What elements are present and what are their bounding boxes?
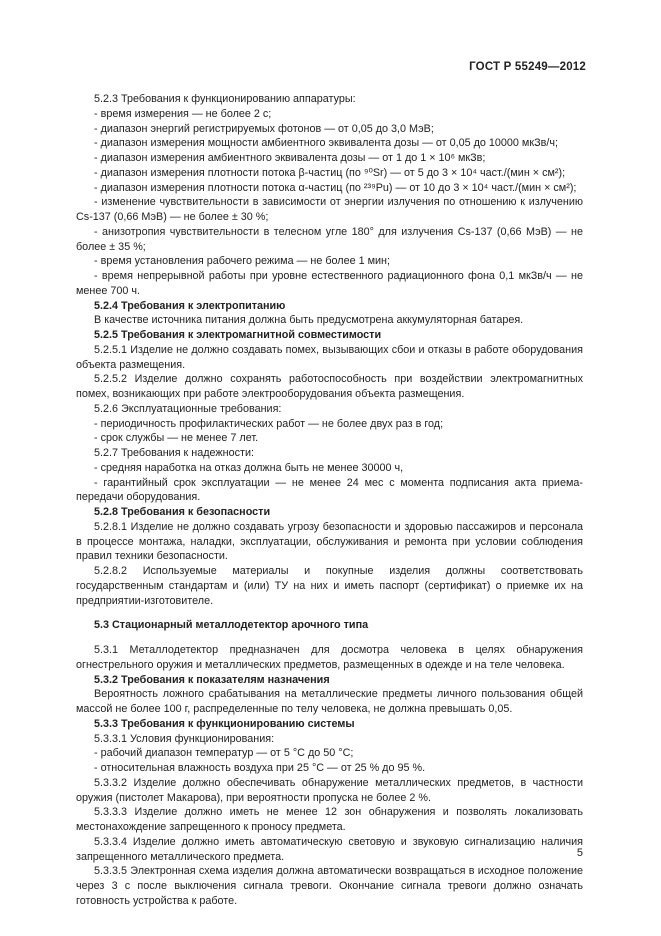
paragraph: 5.2.3 Требования к функционированию аппаратуры: <box>94 93 356 105</box>
section-heading: 5.2.8 Требования к безопасности <box>94 506 271 518</box>
paragraph: Вероятность ложного срабатывания на металлические предметы личного пользования общей массой не более 100 г, распределенные по телу человека, не должна превышать 0,05. <box>76 688 583 715</box>
paragraph: 5.3.3.1 Условия функционирования: <box>94 732 275 745</box>
paragraph: - диапазон измерения плотности потока β-частиц (по ⁹⁰Sr) — от 5 до 3 × 10⁴ част./(мин × см²); <box>94 166 566 179</box>
paragraph: - относительная влажность воздуха при 25 °С — от 25 % до 95 %. <box>94 762 426 774</box>
document-body <box>76 92 583 909</box>
paragraph: - периодичность профилактических работ — не более двух раз в год; <box>94 417 444 430</box>
paragraph: 5.3.3.4 Изделие должно иметь автоматическую световую и звуковую сигнализацию наличия запрещенного металлического предмета. <box>76 835 583 863</box>
paragraph: 5.2.5.2 Изделие должно сохранять работоспособность при воздействии электромагнитных помех, возникающих при работе электрооборудования объекта размещения. <box>76 373 583 400</box>
paragraph: В качестве источника питания должна быть предусмотрена аккумуляторная батарея. <box>94 314 524 327</box>
paragraph: - время установления рабочего режима — не более 1 мин; <box>94 255 391 268</box>
paragraph: - время измерения — не более 2 с; <box>94 107 272 120</box>
paragraph: - рабочий диапазон температур — от 5 °С до 50 °С; <box>94 747 354 760</box>
paragraph: - анизотропия чувствительности в телесном угле 180° для излучения Cs-137 (0,66 МэВ) — не более ± 35 %; <box>76 225 583 253</box>
page-number: 5 <box>576 847 583 859</box>
section-heading: 5.3.2 Требования к показателям назначения <box>94 673 330 686</box>
paragraph: - срок службы — не менее 7 лет. <box>94 432 259 445</box>
paragraph: 5.3.3.5 Электронная схема изделия должна автоматически возвращаться в исходное положение через 3 с после выключения сигнала тревоги. Окончание сигнала тревоги должно означать готовность устройства к работе. <box>76 865 583 907</box>
paragraph: 5.2.8.2 Используемые материалы и покупные изделия должны соответствовать государственным стандартам и (или) ТУ на них и иметь паспорт (сертификат) о приемке их на предприятии-изготовителе. <box>76 565 583 607</box>
section-heading: 5.2.5 Требования к электромагнитной совместимости <box>94 329 382 341</box>
section-heading: 5.3.3 Требования к функционированию системы <box>94 717 355 730</box>
paragraph: - диапазон измерения плотности потока α-частиц (по ²³⁹Pu) — от 10 до 3 × 10⁴ част./(мин × см²); <box>94 181 577 194</box>
paragraph: 5.3.3.2 Изделие должно обеспечивать обнаружение металлических предметов, в частности оружия (пистолет Макарова), при вероятности пропуска не более 2 %. <box>76 776 583 804</box>
paragraph: 5.2.7 Требования к надежности: <box>94 447 254 459</box>
paragraph: 5.2.6 Эксплуатационные требования: <box>94 402 282 415</box>
paragraph: - гарантийный срок эксплуатации — не менее 24 мес с момента подписания акта приема-передачи оборудования. <box>76 476 583 504</box>
paragraph: 5.3.3.3 Изделие должно иметь не менее 12 зон обнаружения и позволять локализовать местонахождение запрещенного к проносу предмета. <box>76 806 583 833</box>
paragraph: 5.2.8.1 Изделие не должно создавать угрозу безопасности и здоровью пассажиров и персонала в процессе монтажа, наладки, эксплуатации, обслуживания и ремонта при условии соблюдения правил техники безопасности. <box>76 520 583 563</box>
paragraph: - время непрерывной работы при уровне естественного радиационного фона 0,1 мкЗв/ч — не менее 700 ч. <box>76 270 583 297</box>
paragraph: - диапазон энергий регистрируемых фотонов — от 0,05 до 3,0 МэВ; <box>94 122 434 135</box>
paragraph: - диапазон измерения мощности амбиентного эквивалента дозы — от 0,05 до 10000 мкЗв/ч; <box>94 137 558 150</box>
paragraph: 5.2.5.1 Изделие не должно создавать помех, вызывающих сбои и отказы в работе оборудования объекта размещения. <box>76 343 583 371</box>
paragraph: - средняя наработка на отказ должна быть не менее 30000 ч, <box>94 461 404 474</box>
section-heading: 5.2.4 Требования к электропитанию <box>94 299 286 312</box>
paragraph: - изменение чувствительности в зависимости от энергии излучения по отношению к излучению Cs-137 (0,66 МэВ) — не более ± 30 %; <box>76 196 583 223</box>
section-heading: 5.3 Стационарный металлодетектор арочного типа <box>94 619 369 632</box>
standard-header: ГОСТ Р 55249—2012 <box>469 61 586 73</box>
paragraph: 5.3.1 Металлодетектор предназначен для досмотра человека в целях обнаружения огнестрельного оружия и металлических предметов, размещенных в одежде и на теле человека. <box>76 644 583 671</box>
paragraph: - диапазон измерения амбиентного эквивалента дозы — от 1 до 1 × 10⁶ мкЗв; <box>94 152 486 164</box>
